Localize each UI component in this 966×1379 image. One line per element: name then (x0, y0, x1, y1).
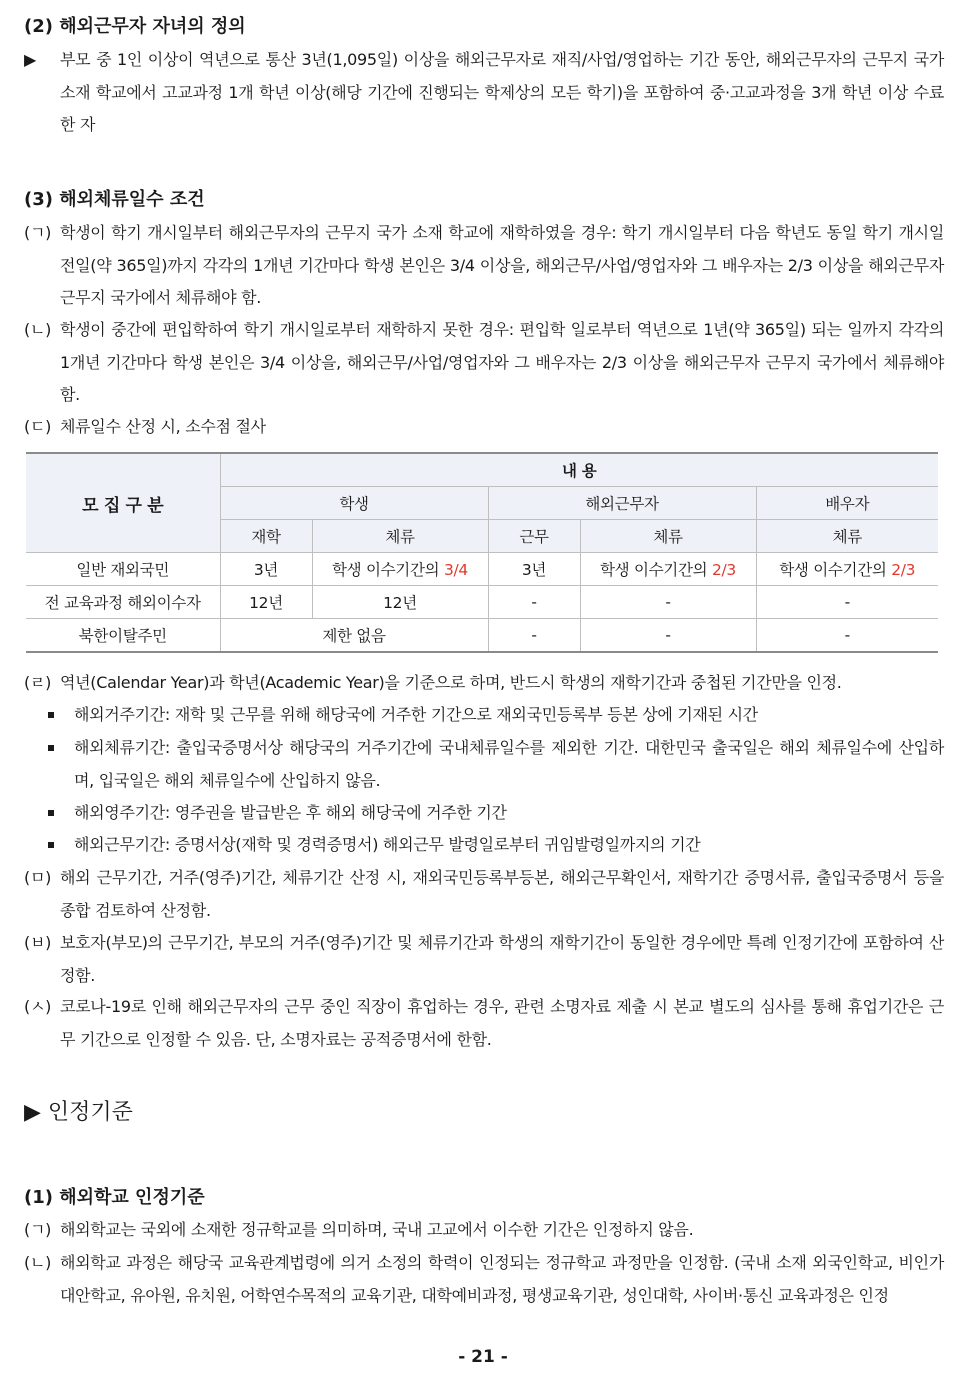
clause-e (24, 862, 944, 927)
fraction-highlight: 3/4 (443, 561, 468, 579)
clause-marker: (ㄴ) (24, 1253, 52, 1272)
clause-c (24, 411, 944, 444)
clause-marker: (ㄴ) (24, 320, 52, 339)
list-item (48, 829, 944, 862)
bullet-text: 해외거주기간: 재학 및 근무를 위해 해당국에 거주한 기간으로 재외국민등록부 등본 상에 기재된 시간 (74, 705, 758, 724)
clause-b (24, 314, 944, 412)
clause-marker: (ㄷ) (24, 417, 52, 436)
criteria-clause-b (24, 1247, 944, 1312)
header-student-stay: 체류 (312, 520, 488, 553)
clause-text: 해외 근무기간, 거주(영주)기간, 체류기간 산정 시, 재외국민등록부등본, 해외근무확인서, 재학기간 증명서류, 출입국증명서 등을 종합 검토하여 산정함. (60, 868, 944, 920)
clause-text: 학생이 학기 개시일부터 해외근무자의 근무지 국가 소재 학교에 재학하였을 경우: 학기 개시일부터 다음 학년도 동일 학기 개시일 전일(약 365일)까지 각각의 1개년 기간마다 학생 본인은 3/4 이상을, 해외근무/사업/영업자와 그 배우자는 2/3 이상을 해외근무자 근무지 국가에서 체류해야 함. (60, 223, 944, 307)
clause-d (24, 667, 944, 700)
cell: - (488, 619, 580, 653)
clause-text: 역년(Calendar Year)과 학년(Academic Year)을 기준으로 하며, 반드시 학생의 재학기간과 중첩된 기간만을 인정. (60, 673, 842, 692)
cell (580, 553, 756, 586)
cell-text: 학생 이수기간의 (331, 561, 444, 579)
list-item (48, 797, 944, 830)
table-row (26, 553, 938, 586)
cell-text: 학생 이수기간의 (779, 561, 892, 579)
cell: - (756, 619, 938, 653)
table-row (26, 586, 938, 619)
header-worker: 해외근무자 (488, 487, 756, 520)
clause-a (24, 217, 944, 315)
clause-text: 해외학교 과정은 해당국 교육관계법령에 의거 소정의 학력이 인정되는 정규학교 과정만을 인정함. (국내 소재 외국인학교, 비인가 대안학교, 유아원, 유치원, 어학연수목적의 교육기관, 대학예비과정, 평생교육기관, 성인대학, 사이버·통신 교육과정은 인정 (60, 1253, 944, 1305)
header-worker-stay: 체류 (580, 520, 756, 553)
header-work: 근무 (488, 520, 580, 553)
clause-text: 보호자(부모)의 근무기간, 부모의 거주(영주)기간 및 체류기간과 학생의 재학기간이 동일한 경우에만 특례 인정기간에 포함하여 산정함. (60, 933, 944, 985)
definition-text: 부모 중 1인 이상이 역년으로 통산 3년(1,095일) 이상을 해외근무자로 재직/사업/영업하는 기간 동안, 해외근무자의 근무지 국가 소재 학교에서 고교과정 1개 학년 이상(해당 기간에 진행되는 학제상의 모든 학기)을 포함하여 중·고교과정을 3개 학년 이상 수료한 자 (60, 50, 944, 134)
cell: 12년 (312, 586, 488, 619)
bullet-icon (48, 712, 54, 718)
header-enroll: 재학 (220, 520, 312, 553)
criteria-subtitle: (1) 해외학교 인정기준 (24, 1187, 205, 1208)
cell (756, 553, 938, 586)
header-category: 모 집 구 분 (26, 453, 220, 553)
section-2-definition (24, 44, 944, 142)
cell: - (756, 586, 938, 619)
cell (312, 553, 488, 586)
clause-g (24, 991, 944, 1056)
clause-f (24, 927, 944, 992)
cell: - (580, 619, 756, 653)
residence-requirements-table (26, 452, 938, 653)
criteria-heading: ▶ 인정기준 (24, 1100, 133, 1125)
clause-marker: (ㄹ) (24, 673, 52, 692)
clause-text: 체류일수 산정 시, 소수점 절사 (60, 417, 266, 436)
clause-text: 코로나-19로 인해 해외근무자의 근무 중인 직장이 휴업하는 경우, 관련 소명자료 제출 시 본교 별도의 심사를 통해 휴업기간은 근무 기간으로 인정할 수 있음. 단, 소명자료는 공적증명서에 한함. (60, 997, 944, 1049)
bullet-text: 해외체류기간: 출입국증명서상 해당국의 거주기간에 국내체류일수를 제외한 기간. 대한민국 출국일은 해외 체류일수에 산입하며, 입국일은 해외 체류일수에 산입하지 않음. (74, 738, 944, 790)
bullet-icon (48, 842, 54, 848)
table-row (26, 619, 938, 653)
cell: - (580, 586, 756, 619)
row-category: 일반 재외국민 (26, 553, 220, 586)
fraction-highlight: 2/3 (711, 561, 736, 579)
header-spouse-stay: 체류 (756, 520, 938, 553)
fraction-highlight: 2/3 (891, 561, 916, 579)
clause-text: 해외학교는 국외에 소재한 정규학교를 의미하며, 국내 고교에서 이수한 기간은 인정하지 않음. (60, 1220, 694, 1239)
cell-text: 학생 이수기간의 (599, 561, 712, 579)
clause-marker: (ㄱ) (24, 1220, 52, 1239)
clause-marker: (ㅁ) (24, 868, 52, 887)
header-spouse: 배우자 (756, 487, 938, 520)
bullet-icon (48, 810, 54, 816)
criteria-clause-a (24, 1214, 944, 1247)
section-3-title: (3) 해외체류일수 조건 (24, 189, 205, 210)
arrow-marker-icon: ▶ (24, 50, 37, 69)
cell: 3년 (220, 553, 312, 586)
bullet-text: 해외영주기간: 영주권을 발급받은 후 해외 해당국에 거주한 기간 (74, 803, 507, 822)
bullet-text: 해외근무기간: 증명서상(재학 및 경력증명서) 해외근무 발령일로부터 귀임발령일까지의 기간 (74, 835, 701, 854)
bullet-icon (48, 745, 54, 751)
page-number: - 21 - (458, 1347, 508, 1367)
row-category: 전 교육과정 해외이수자 (26, 586, 220, 619)
list-item (48, 699, 944, 732)
cell: 3년 (488, 553, 580, 586)
cell: 제한 없음 (220, 619, 488, 653)
clause-marker: (ㄱ) (24, 223, 52, 242)
clause-marker: (ㅂ) (24, 933, 52, 952)
cell: - (488, 586, 580, 619)
header-student: 학생 (220, 487, 488, 520)
clause-text: 학생이 중간에 편입학하여 학기 개시일로부터 재학하지 못한 경우: 편입학 일로부터 역년으로 1년(약 365일) 되는 일까지 각각의 1개년 기간마다 학생 본인은 3/4 이상을, 해외근무/사업/영업자와 그 배우자는 2/3 이상을 해외근무자 근무지 국가에서 체류해야 함. (60, 320, 944, 404)
clause-marker: (ㅅ) (24, 997, 52, 1016)
header-content: 내 용 (220, 453, 938, 487)
table-header-row (26, 453, 938, 487)
cell: 12년 (220, 586, 312, 619)
section-2-title: (2) 해외근무자 자녀의 정의 (24, 16, 246, 37)
row-category: 북한이탈주민 (26, 619, 220, 653)
list-item (48, 732, 944, 797)
